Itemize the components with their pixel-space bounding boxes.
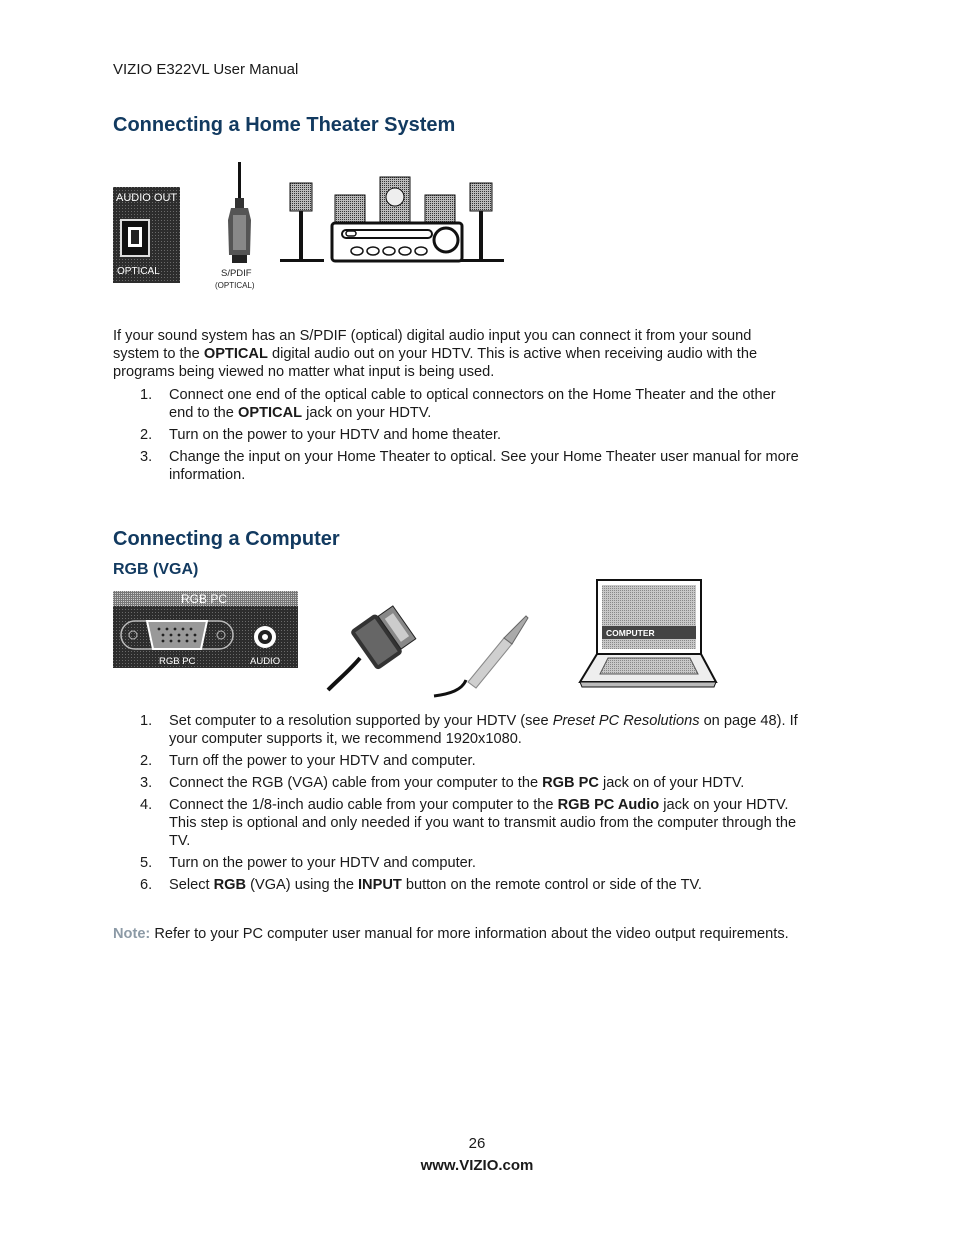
step-text [169, 774, 853, 792]
computer-label: COMPUTER [606, 628, 655, 638]
step-text-part: Connect the 1/8-inch audio cable from your computer to the [169, 797, 558, 813]
audio-port-label: AUDIO [250, 656, 281, 667]
list-item [113, 712, 853, 748]
step-text: Connect one end of the optical cable to optical connectors on the Home Theater and the other [169, 387, 776, 403]
spdif-sublabel: (OPTICAL) [215, 281, 255, 290]
intro-text: system to the [113, 346, 204, 362]
rgb-pc-panel-title: RGB PC [181, 592, 228, 606]
step-text-part: on page 48). If [699, 713, 798, 729]
step-text [169, 796, 853, 814]
list-item [113, 426, 853, 444]
step-text-part: jack on your HDTV. [659, 797, 789, 813]
section-title-computer: Connecting a Computer [113, 528, 340, 550]
list-item [113, 774, 853, 792]
step-text-part: Select [169, 877, 214, 893]
list-item [113, 876, 853, 894]
optical-port-figure [113, 187, 180, 283]
laptop-figure [578, 578, 718, 690]
step-number: 2. [140, 427, 153, 443]
subsection-title-rgb-vga: RGB (VGA) [113, 561, 199, 578]
vga-cable-figure [320, 598, 420, 698]
intro-line-3: programs being viewed no matter what input is being used. [113, 364, 495, 380]
step-text-part: end to the [169, 405, 238, 421]
step-text [169, 712, 853, 730]
audio-cable-figure [428, 612, 538, 702]
list-item [113, 854, 853, 872]
step-text-part: Connect the RGB (VGA) cable from your computer to the [169, 775, 543, 791]
home-theater-figure [280, 175, 510, 265]
home-theater-intro [113, 327, 853, 381]
step-number: 3. [140, 775, 153, 791]
step-bold: INPUT [358, 877, 402, 893]
rgb-pc-panel-figure [113, 591, 298, 668]
step-text: Turn off the power to your HDTV and computer. [169, 753, 476, 769]
step-text-part: button on the remote control or side of the TV. [401, 877, 702, 893]
note-label: Note: [113, 926, 151, 942]
step-text [169, 876, 853, 894]
step-text [169, 404, 853, 422]
list-item [113, 796, 853, 850]
step-number: 4. [140, 797, 153, 813]
intro-line-1: If your sound system has an S/PDIF (optical) digital audio input you can connect it from your sound [113, 328, 752, 344]
step-number: 1. [140, 387, 153, 403]
step-text: TV. [169, 833, 191, 849]
list-item [113, 386, 853, 422]
step-text: Turn on the power to your HDTV and home theater. [169, 427, 502, 443]
intro-text: digital audio out on your HDTV. This is active when receiving audio with the [267, 346, 758, 362]
step-number: 5. [140, 855, 153, 871]
step-number: 1. [140, 713, 153, 729]
spdif-label: S/PDIF [221, 268, 252, 279]
step-number: 3. [140, 449, 153, 465]
step-number: 2. [140, 753, 153, 769]
step-text-part: jack on your HDTV. [302, 405, 432, 421]
step-bold: RGB PC Audio [557, 797, 660, 813]
step-text: your computer supports it, we recommend 1920x1080. [169, 731, 522, 747]
step-text: Change the input on your Home Theater to optical. See your Home Theater user manual for more [169, 449, 799, 465]
running-header: VIZIO E322VL User Manual [113, 61, 299, 78]
step-number: 6. [140, 877, 153, 893]
intro-bold-optical: OPTICAL [203, 346, 268, 362]
spdif-cable-figure [215, 160, 270, 295]
step-italic-reference: Preset PC Resolutions [552, 713, 700, 729]
note-text: Refer to your PC computer user manual for more information about the video output requirements. [150, 926, 789, 942]
step-bold: RGB PC [542, 775, 599, 791]
intro-line-2 [113, 345, 853, 363]
step-bold: OPTICAL [237, 405, 303, 421]
step-text: information. [169, 467, 246, 483]
optical-label: OPTICAL [117, 266, 160, 277]
list-item [113, 752, 853, 770]
vga-port-label: RGB PC [159, 656, 196, 667]
step-text-part: jack on of your HDTV. [598, 775, 745, 791]
step-text-part: (VGA) using the [246, 877, 358, 893]
computer-steps [113, 712, 853, 898]
footer-url[interactable]: www.VIZIO.com [420, 1157, 534, 1174]
step-bold: RGB [213, 877, 247, 893]
audio-out-label: AUDIO OUT [116, 192, 178, 204]
home-theater-steps [113, 386, 853, 488]
section-title-home-theater: Connecting a Home Theater System [113, 114, 456, 136]
step-text: This step is optional and only needed if you want to transmit audio from the computer through the [169, 815, 797, 831]
step-text: Turn on the power to your HDTV and computer. [169, 855, 476, 871]
step-text-part: Set computer to a resolution supported by your HDTV (see [169, 713, 553, 729]
note [113, 925, 873, 943]
page-number: 26 [468, 1135, 486, 1152]
list-item [113, 448, 853, 484]
